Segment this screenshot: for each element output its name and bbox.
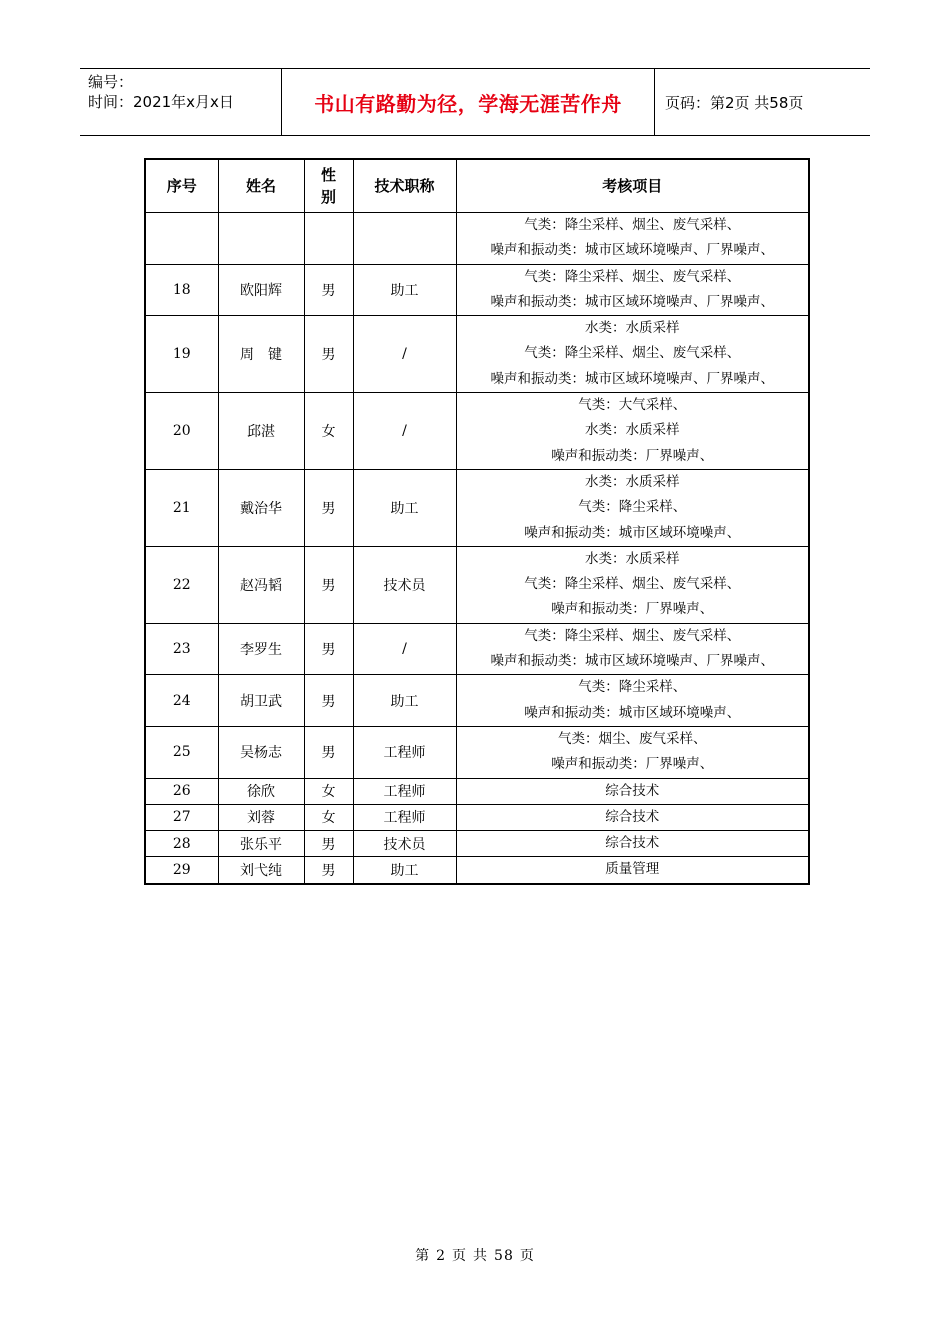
cell-title: 工程师 — [353, 726, 456, 778]
cell-gender — [304, 213, 353, 265]
col-header-name: 姓名 — [218, 159, 304, 213]
cell-name: 戴治华 — [218, 469, 304, 546]
assessment-item-line: 水类：水质采样 — [585, 320, 680, 337]
cell-number: 23 — [145, 623, 218, 675]
cell-title: 助工 — [353, 469, 456, 546]
cell-assessment-items — [456, 804, 809, 830]
footer-total: 58 — [494, 1248, 514, 1264]
cell-name: 刘蓉 — [218, 804, 304, 830]
assessment-item-line: 噪声和振动类：城市区域环境噪声、 — [524, 704, 741, 721]
cell-number: 19 — [145, 316, 218, 393]
cell-title: 技术员 — [353, 546, 456, 623]
cell-assessment-items — [456, 778, 809, 804]
assessment-item-line: 噪声和振动类：厂界噪声、 — [551, 447, 714, 464]
assessment-item-line: 气类：降尘采样、 — [578, 499, 687, 516]
cell-assessment-items — [456, 264, 809, 316]
cell-gender: 男 — [304, 469, 353, 546]
cell-gender: 女 — [304, 804, 353, 830]
cell-name: 邱湛 — [218, 393, 304, 470]
header-time: 时间：2021年x月x日 — [88, 93, 234, 111]
table-row — [145, 393, 809, 470]
cell-gender: 男 — [304, 675, 353, 727]
assessment-item-line: 噪声和振动类：城市区域环境噪声、 — [524, 524, 741, 541]
footer-suffix: 页 — [519, 1248, 535, 1264]
cell-gender: 男 — [304, 546, 353, 623]
cell-gender: 男 — [304, 316, 353, 393]
table-row — [145, 778, 809, 804]
col-header-number: 序号 — [145, 159, 218, 213]
table-row — [145, 546, 809, 623]
cell-gender: 男 — [304, 726, 353, 778]
assessment-item-line: 水类：水质采样 — [585, 422, 680, 439]
cell-number: 24 — [145, 675, 218, 727]
assessment-item-line: 综合技术 — [605, 782, 660, 799]
cell-assessment-items — [456, 831, 809, 857]
footer-page: 2 — [436, 1248, 447, 1264]
personnel-table — [144, 158, 810, 885]
cell-title — [353, 213, 456, 265]
assessment-item-line: 气类：降尘采样、烟尘、废气采样、 — [524, 576, 741, 593]
footer-mid1: 页 — [452, 1248, 468, 1264]
footer-prefix: 第 — [415, 1248, 431, 1264]
cell-number — [145, 213, 218, 265]
cell-title: 助工 — [353, 264, 456, 316]
table-body — [145, 213, 809, 884]
cell-number: 25 — [145, 726, 218, 778]
header-page-info: 页码：第2页 共58页 — [665, 93, 804, 112]
assessment-item-line: 水类：水质采样 — [585, 550, 680, 567]
cell-assessment-items — [456, 623, 809, 675]
col-header-gender-line: 性 — [320, 166, 336, 184]
cell-gender: 男 — [304, 623, 353, 675]
header-number: 编号： — [88, 73, 134, 91]
assessment-item-line: 噪声和振动类：城市区域环境噪声、厂界噪声、 — [490, 653, 774, 670]
cell-number: 21 — [145, 469, 218, 546]
cell-gender: 女 — [304, 393, 353, 470]
assessment-item-line: 气类：降尘采样、烟尘、废气采样、 — [524, 345, 741, 362]
cell-number: 28 — [145, 831, 218, 857]
assessment-item-line: 综合技术 — [605, 808, 660, 825]
cell-name: 刘弋纯 — [218, 857, 304, 884]
cell-number: 18 — [145, 264, 218, 316]
col-header-gender-line: 别 — [320, 188, 336, 206]
cell-assessment-items — [456, 675, 809, 727]
cell-number: 22 — [145, 546, 218, 623]
cell-title: 工程师 — [353, 778, 456, 804]
assessment-item-line: 气类：降尘采样、烟尘、废气采样、 — [524, 217, 741, 233]
cell-name: 李罗生 — [218, 623, 304, 675]
assessment-item-line: 气类：降尘采样、烟尘、废气采样、 — [524, 627, 741, 644]
cell-number: 20 — [145, 393, 218, 470]
footer-mid2: 共 — [473, 1248, 489, 1264]
table-row — [145, 469, 809, 546]
table-row — [145, 804, 809, 830]
cell-name: 欧阳辉 — [218, 264, 304, 316]
cell-title: 助工 — [353, 857, 456, 884]
col-header-title: 技术职称 — [353, 159, 456, 213]
cell-assessment-items — [456, 546, 809, 623]
header-meta — [88, 72, 234, 112]
table-row — [145, 264, 809, 316]
cell-number: 29 — [145, 857, 218, 884]
cell-name: 吴杨志 — [218, 726, 304, 778]
cell-name — [218, 213, 304, 265]
assessment-item-line: 气类：降尘采样、 — [578, 679, 687, 696]
cell-assessment-items — [456, 469, 809, 546]
cell-title: 技术员 — [353, 831, 456, 857]
page-header — [80, 68, 870, 136]
cell-title: / — [353, 623, 456, 675]
cell-gender: 男 — [304, 831, 353, 857]
cell-assessment-items — [456, 857, 809, 884]
cell-title: 助工 — [353, 675, 456, 727]
cell-assessment-items — [456, 316, 809, 393]
cell-gender: 男 — [304, 857, 353, 884]
assessment-item-line: 气类：烟尘、废气采样、 — [558, 730, 707, 747]
assessment-item-line: 噪声和振动类：厂界噪声、 — [551, 601, 714, 618]
cell-name: 徐欣 — [218, 778, 304, 804]
assessment-item-line: 水类：水质采样 — [585, 473, 680, 490]
assessment-item-line: 质量管理 — [605, 861, 660, 878]
table-row — [145, 675, 809, 727]
cell-name: 赵冯韬 — [218, 546, 304, 623]
table-header-row — [145, 159, 809, 213]
table-row — [145, 831, 809, 857]
cell-name: 周 键 — [218, 316, 304, 393]
table-row — [145, 857, 809, 884]
assessment-item-line: 气类：降尘采样、烟尘、废气采样、 — [524, 268, 741, 285]
cell-title: / — [353, 393, 456, 470]
page-footer — [0, 1245, 950, 1265]
col-header-items: 考核项目 — [456, 159, 809, 213]
table-row — [145, 316, 809, 393]
cell-gender: 女 — [304, 778, 353, 804]
cell-number: 26 — [145, 778, 218, 804]
table-row — [145, 623, 809, 675]
assessment-item-line: 综合技术 — [605, 835, 660, 852]
assessment-item-line: 噪声和振动类：城市区域环境噪声、厂界噪声、 — [490, 293, 774, 310]
cell-name: 胡卫武 — [218, 675, 304, 727]
cell-assessment-items — [456, 213, 809, 265]
assessment-item-line: 噪声和振动类：城市区域环境噪声、厂界噪声、 — [490, 370, 774, 387]
assessment-item-line: 气类：大气采样、 — [578, 397, 687, 414]
col-header-gender — [304, 159, 353, 213]
cell-title: / — [353, 316, 456, 393]
cell-gender: 男 — [304, 264, 353, 316]
table-row — [145, 726, 809, 778]
assessment-item-line: 噪声和振动类：厂界噪声、 — [551, 756, 714, 773]
cell-number: 27 — [145, 804, 218, 830]
header-motto: 书山有路勤为径，学海无涯苦作舟 — [314, 91, 622, 116]
cell-assessment-items — [456, 726, 809, 778]
cell-name: 张乐平 — [218, 831, 304, 857]
assessment-item-line: 噪声和振动类：城市区域环境噪声、厂界噪声、 — [490, 242, 774, 259]
cell-assessment-items — [456, 393, 809, 470]
table-row — [145, 213, 809, 265]
cell-title: 工程师 — [353, 804, 456, 830]
